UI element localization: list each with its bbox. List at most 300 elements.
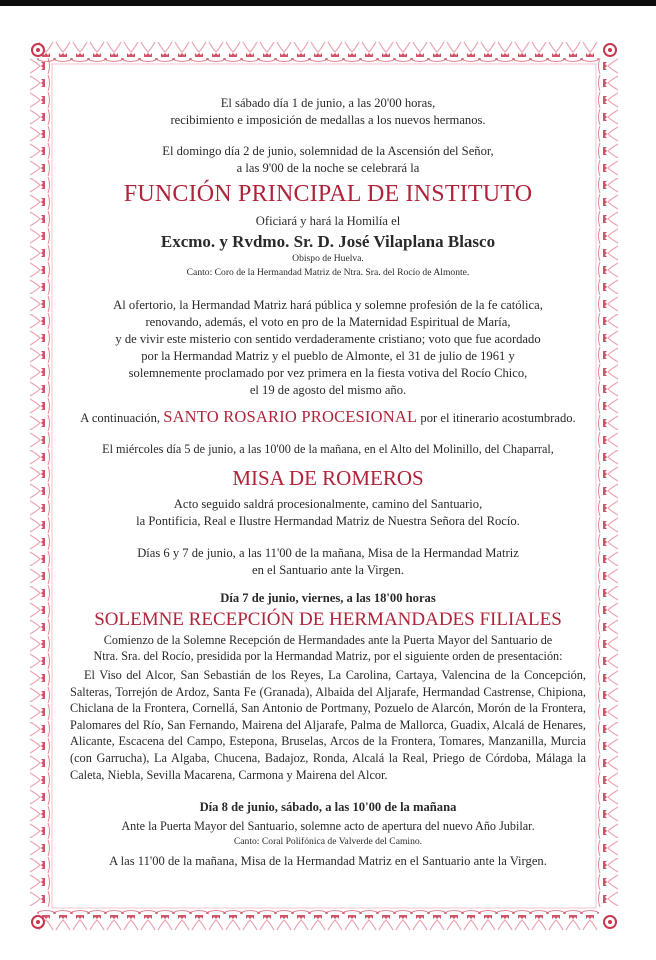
border-motif <box>603 436 607 444</box>
border-motif <box>569 53 577 57</box>
border-motif <box>608 620 618 634</box>
border-motif <box>41 742 45 750</box>
border-motif <box>41 198 45 206</box>
border-motif <box>603 79 607 87</box>
border-motif <box>608 59 618 73</box>
border-motif <box>328 920 342 930</box>
border-motif <box>41 878 45 886</box>
border-motif <box>608 48 612 52</box>
border-motif <box>260 920 274 930</box>
border-motif <box>603 606 607 614</box>
border-motif <box>599 874 601 890</box>
border-motif <box>608 671 618 685</box>
border-motif <box>48 721 50 737</box>
border-motif <box>71 58 73 60</box>
border-motif <box>450 915 458 919</box>
border-motif <box>48 92 50 108</box>
border-motif <box>603 419 607 427</box>
sunday-line-1: El domingo día 2 de junio, solemnidad de la Ascensión del Señor, <box>162 144 494 158</box>
border-motif <box>361 60 377 62</box>
border-motif <box>48 466 50 482</box>
border-motif <box>603 487 607 495</box>
border-motif <box>156 912 158 914</box>
border-motif <box>463 60 479 62</box>
border-motif <box>378 60 394 62</box>
border-motif <box>608 722 618 736</box>
border-motif <box>41 113 45 121</box>
border-motif <box>258 58 260 60</box>
border-motif <box>548 911 564 913</box>
border-motif <box>37 912 39 914</box>
border-motif <box>467 915 475 919</box>
border-motif <box>30 450 40 464</box>
border-motif <box>54 912 56 914</box>
border-motif <box>30 518 40 532</box>
border-motif <box>608 382 618 396</box>
border-motif <box>41 487 45 495</box>
border-motif <box>48 296 50 312</box>
border-motif <box>41 249 45 257</box>
officiant-title: Obispo de Huelva. <box>292 253 364 264</box>
border-motif <box>608 297 618 311</box>
border-motif <box>603 164 607 172</box>
border-motif <box>463 911 479 913</box>
border-motif <box>603 504 607 512</box>
border-motif <box>30 144 40 158</box>
border-motif <box>608 552 618 566</box>
border-motif <box>599 619 601 635</box>
border-motif <box>88 912 90 914</box>
border-motif <box>530 58 532 60</box>
border-motif <box>41 334 45 342</box>
border-motif <box>549 920 563 930</box>
border-motif <box>212 53 220 57</box>
border-motif <box>395 60 411 62</box>
border-motif <box>599 517 601 533</box>
border-motif <box>38 911 54 913</box>
border-motif <box>309 58 311 60</box>
border-motif <box>310 911 326 913</box>
border-motif <box>446 60 462 62</box>
border-motif <box>603 623 607 631</box>
border-motif <box>360 912 362 914</box>
border-motif <box>603 555 607 563</box>
border-motif <box>30 280 40 294</box>
border-motif <box>496 58 498 60</box>
border-motif <box>59 53 67 57</box>
border-motif <box>599 228 601 244</box>
border-motif <box>48 891 50 907</box>
border-motif <box>535 915 543 919</box>
border-motif <box>396 42 410 52</box>
border-motif <box>226 42 240 52</box>
border-motif <box>41 844 45 852</box>
border-motif <box>608 875 618 889</box>
border-motif <box>292 58 294 60</box>
border-motif <box>48 109 50 125</box>
border-motif <box>48 143 50 159</box>
border-motif <box>259 911 275 913</box>
border-motif <box>446 911 462 913</box>
border-motif <box>603 691 607 699</box>
border-motif <box>48 806 50 822</box>
border-motif <box>30 535 40 549</box>
border-motif <box>344 911 360 913</box>
border-motif <box>514 911 530 913</box>
border-motif <box>565 911 581 913</box>
border-motif <box>608 399 618 413</box>
heading-solemne-recepcion: SOLEMNE RECEPCIÓN DE HERMANDADES FILIALES <box>94 609 562 630</box>
border-motif <box>41 402 45 410</box>
border-motif <box>382 53 390 57</box>
border-motif <box>603 708 607 716</box>
border-motif <box>48 738 50 754</box>
border-motif <box>394 912 396 914</box>
border-motif <box>599 364 601 380</box>
border-motif <box>107 920 121 930</box>
border-motif <box>429 60 445 62</box>
border-motif <box>608 824 618 838</box>
border-motif <box>89 911 105 913</box>
border-motif <box>348 915 356 919</box>
border-motif <box>41 504 45 512</box>
border-motif <box>56 42 70 52</box>
border-motif <box>30 654 40 668</box>
border-motif <box>564 58 566 60</box>
border-motif <box>30 603 40 617</box>
border-motif <box>430 920 444 930</box>
border-motif <box>599 466 601 482</box>
border-motif <box>603 215 607 223</box>
border-motif <box>30 739 40 753</box>
border-motif <box>294 42 308 52</box>
border-motif <box>209 42 223 52</box>
border-motif <box>501 53 509 57</box>
border-motif <box>479 58 481 60</box>
border-motif <box>48 619 50 635</box>
border-motif <box>275 58 277 60</box>
border-motif <box>30 263 40 277</box>
border-motif <box>599 415 601 431</box>
border-motif <box>608 314 618 328</box>
border-motif <box>41 436 45 444</box>
border-motif <box>30 76 40 90</box>
border-motif <box>327 911 343 913</box>
border-motif <box>30 569 40 583</box>
border-motif <box>447 42 461 52</box>
border-motif <box>583 920 597 930</box>
border-motif <box>48 347 50 363</box>
border-motif <box>599 330 601 346</box>
border-motif <box>608 467 618 481</box>
border-motif <box>48 789 50 805</box>
border-motif <box>41 96 45 104</box>
border-motif <box>41 810 45 818</box>
border-motif <box>123 60 139 62</box>
border-motif <box>599 194 601 210</box>
border-motif <box>122 912 124 914</box>
border-motif <box>243 920 257 930</box>
border-motif <box>331 53 339 57</box>
border-motif <box>518 53 526 57</box>
wednesday-line-3: la Pontificia, Real e Ilustre Hermandad Matriz de Nuestra Señora del Rocío. <box>136 514 520 528</box>
border-motif <box>41 572 45 580</box>
border-motif <box>30 365 40 379</box>
border-motif <box>41 674 45 682</box>
border-motif <box>365 915 373 919</box>
border-motif <box>242 60 258 62</box>
border-motif <box>259 60 275 62</box>
border-motif <box>48 313 50 329</box>
border-motif <box>30 824 40 838</box>
border-motif <box>30 875 40 889</box>
border-motif <box>608 739 618 753</box>
wednesday-line-2: Acto seguido saldrá procesionalmente, camino del Santuario, <box>173 497 483 511</box>
border-motif <box>480 911 496 913</box>
border-motif <box>603 521 607 529</box>
border-motif <box>378 911 394 913</box>
border-motif <box>30 484 40 498</box>
border-motif <box>30 348 40 362</box>
border-motif <box>48 755 50 771</box>
border-motif <box>48 568 50 584</box>
border-motif <box>599 789 601 805</box>
border-motif <box>547 912 549 914</box>
border-motif <box>311 920 325 930</box>
border-motif <box>599 534 601 550</box>
border-motif <box>297 53 305 57</box>
border-motif <box>41 164 45 172</box>
offertory-line: el 19 de agosto del mismo año. <box>249 383 407 397</box>
border-motif <box>41 351 45 359</box>
border-motif <box>530 912 532 914</box>
border-motif <box>246 53 254 57</box>
border-motif <box>280 53 288 57</box>
border-motif <box>48 330 50 346</box>
border-motif <box>603 827 607 835</box>
border-motif <box>599 381 601 397</box>
border-motif <box>157 911 173 913</box>
border-motif <box>30 552 40 566</box>
border-motif <box>599 177 601 193</box>
border-motif <box>464 42 478 52</box>
border-motif <box>106 60 122 62</box>
border-motif <box>599 160 601 176</box>
border-motif <box>331 915 339 919</box>
border-motif <box>603 861 607 869</box>
border-motif <box>603 844 607 852</box>
border-motif <box>122 58 124 60</box>
border-motif <box>48 381 50 397</box>
border-motif <box>564 912 566 914</box>
border-motif <box>608 807 618 821</box>
border-motif <box>603 793 607 801</box>
border-motif <box>586 53 594 57</box>
choir-line: Canto: Coro de la Hermandad Matriz de Ntra. Sra. del Rocío de Almonte. <box>186 267 470 278</box>
border-motif <box>608 348 618 362</box>
border-motif <box>208 911 224 913</box>
border-motif <box>73 42 87 52</box>
border-motif <box>599 483 601 499</box>
saturday-8-date: Día 8 de junio, sábado, a las 10'00 de la mañana <box>199 800 457 814</box>
officiant-name: Excmo. y Rvdmo. Sr. D. José Vilaplana Blasco <box>160 232 496 251</box>
border-motif <box>599 806 601 822</box>
border-motif <box>569 915 577 919</box>
border-motif <box>497 911 513 913</box>
border-motif <box>608 280 618 294</box>
border-motif <box>428 58 430 60</box>
border-motif <box>48 245 50 261</box>
border-motif <box>30 807 40 821</box>
border-motif <box>178 53 186 57</box>
border-motif <box>207 58 209 60</box>
border-motif <box>195 915 203 919</box>
border-motif <box>608 535 618 549</box>
border-motif <box>41 79 45 87</box>
border-motif <box>225 911 241 913</box>
border-motif <box>599 823 601 839</box>
border-motif <box>41 759 45 767</box>
border-motif <box>599 891 601 907</box>
border-motif <box>531 60 547 62</box>
border-motif <box>484 915 492 919</box>
border-motif <box>48 551 50 567</box>
border-motif <box>599 109 601 125</box>
border-motif <box>603 657 607 665</box>
border-motif <box>413 42 427 52</box>
border-motif <box>30 790 40 804</box>
border-motif <box>48 75 50 91</box>
border-motif <box>531 911 547 913</box>
border-motif <box>225 60 241 62</box>
offertory-line: renovando, además, el voto en pro de la Maternidad Espiritual de María, <box>145 315 511 329</box>
border-motif <box>48 653 50 669</box>
heading-funcion-principal: FUNCIÓN PRINCIPAL DE INSTITUTO <box>123 181 533 207</box>
border-motif <box>603 317 607 325</box>
border-motif <box>48 228 50 244</box>
border-motif <box>450 53 458 57</box>
border-motif <box>48 840 50 856</box>
border-motif <box>156 58 158 60</box>
border-motif <box>608 518 618 532</box>
border-motif <box>48 58 50 74</box>
border-motif <box>226 920 240 930</box>
border-motif <box>603 895 607 903</box>
border-motif <box>608 93 618 107</box>
border-motif <box>395 911 411 913</box>
border-motif <box>48 415 50 431</box>
border-motif <box>30 229 40 243</box>
border-motif <box>41 62 45 70</box>
border-motif <box>30 161 40 175</box>
border-motif <box>608 688 618 702</box>
border-motif <box>224 912 226 914</box>
border-motif <box>603 776 607 784</box>
heading-misa-de-romeros: MISA DE ROMEROS <box>232 466 424 490</box>
border-motif <box>41 283 45 291</box>
border-motif <box>412 60 428 62</box>
border-motif <box>41 640 45 648</box>
officiant-intro: Oficiará y hará la Homilía el <box>255 214 401 228</box>
border-motif <box>599 92 601 108</box>
border-motif <box>141 42 155 52</box>
border-motif <box>73 920 87 930</box>
border-motif <box>39 42 53 52</box>
border-motif <box>93 53 101 57</box>
border-motif <box>447 920 461 930</box>
border-motif <box>608 263 618 277</box>
border-motif <box>41 589 45 597</box>
border-motif <box>603 538 607 546</box>
border-motif <box>583 42 597 52</box>
border-motif <box>89 60 105 62</box>
border-motif <box>175 42 189 52</box>
rosary-highlight: SANTO ROSARIO PROCESIONAL <box>163 407 418 426</box>
border-motif <box>41 725 45 733</box>
border-motif <box>158 920 172 930</box>
border-motif <box>599 704 601 720</box>
border-motif <box>599 75 601 91</box>
border-motif <box>144 53 152 57</box>
border-motif <box>608 586 618 600</box>
border-motif <box>532 42 546 52</box>
border-motif <box>242 911 258 913</box>
border-motif <box>41 181 45 189</box>
border-motif <box>412 911 428 913</box>
sunday-line-2: a las 9'00 de la noche se celebrará la <box>236 161 420 175</box>
border-motif <box>30 892 40 906</box>
border-motif <box>608 246 618 260</box>
border-motif <box>345 920 359 930</box>
border-motif <box>608 858 618 872</box>
border-motif <box>30 382 40 396</box>
rosary-line <box>60 409 596 426</box>
border-motif <box>603 640 607 648</box>
saturday-line-2: recibimiento e imposición de medallas a los nuevos hermanos. <box>170 113 486 127</box>
border-motif <box>48 874 50 890</box>
border-motif <box>608 161 618 175</box>
border-motif <box>377 912 379 914</box>
border-motif <box>603 453 607 461</box>
border-motif <box>275 912 277 914</box>
border-motif <box>603 283 607 291</box>
border-motif <box>603 96 607 104</box>
border-motif <box>603 334 607 342</box>
border-motif <box>30 399 40 413</box>
border-motif <box>608 76 618 90</box>
border-motif <box>173 58 175 60</box>
border-motif <box>207 912 209 914</box>
border-motif <box>280 915 288 919</box>
offertory-line: solemnemente proclamado por vez primera en la fiesta votiva del Rocío Chico, <box>128 366 528 380</box>
border-motif <box>608 212 618 226</box>
border-motif <box>599 126 601 142</box>
border-motif <box>345 42 359 52</box>
border-motif <box>175 920 189 930</box>
border-motif <box>496 912 498 914</box>
border-motif <box>37 58 39 60</box>
border-motif <box>48 857 50 873</box>
border-motif <box>608 331 618 345</box>
border-motif <box>141 920 155 930</box>
border-motif <box>599 313 601 329</box>
border-motif <box>608 484 618 498</box>
border-motif <box>394 58 396 60</box>
border-motif <box>413 920 427 930</box>
border-motif <box>48 432 50 448</box>
border-motif <box>566 920 580 930</box>
saturday-8-line-1: Ante la Puerta Mayor del Santuario, solemne acto de apertura del nuevo Año Jubilar. <box>121 819 535 833</box>
